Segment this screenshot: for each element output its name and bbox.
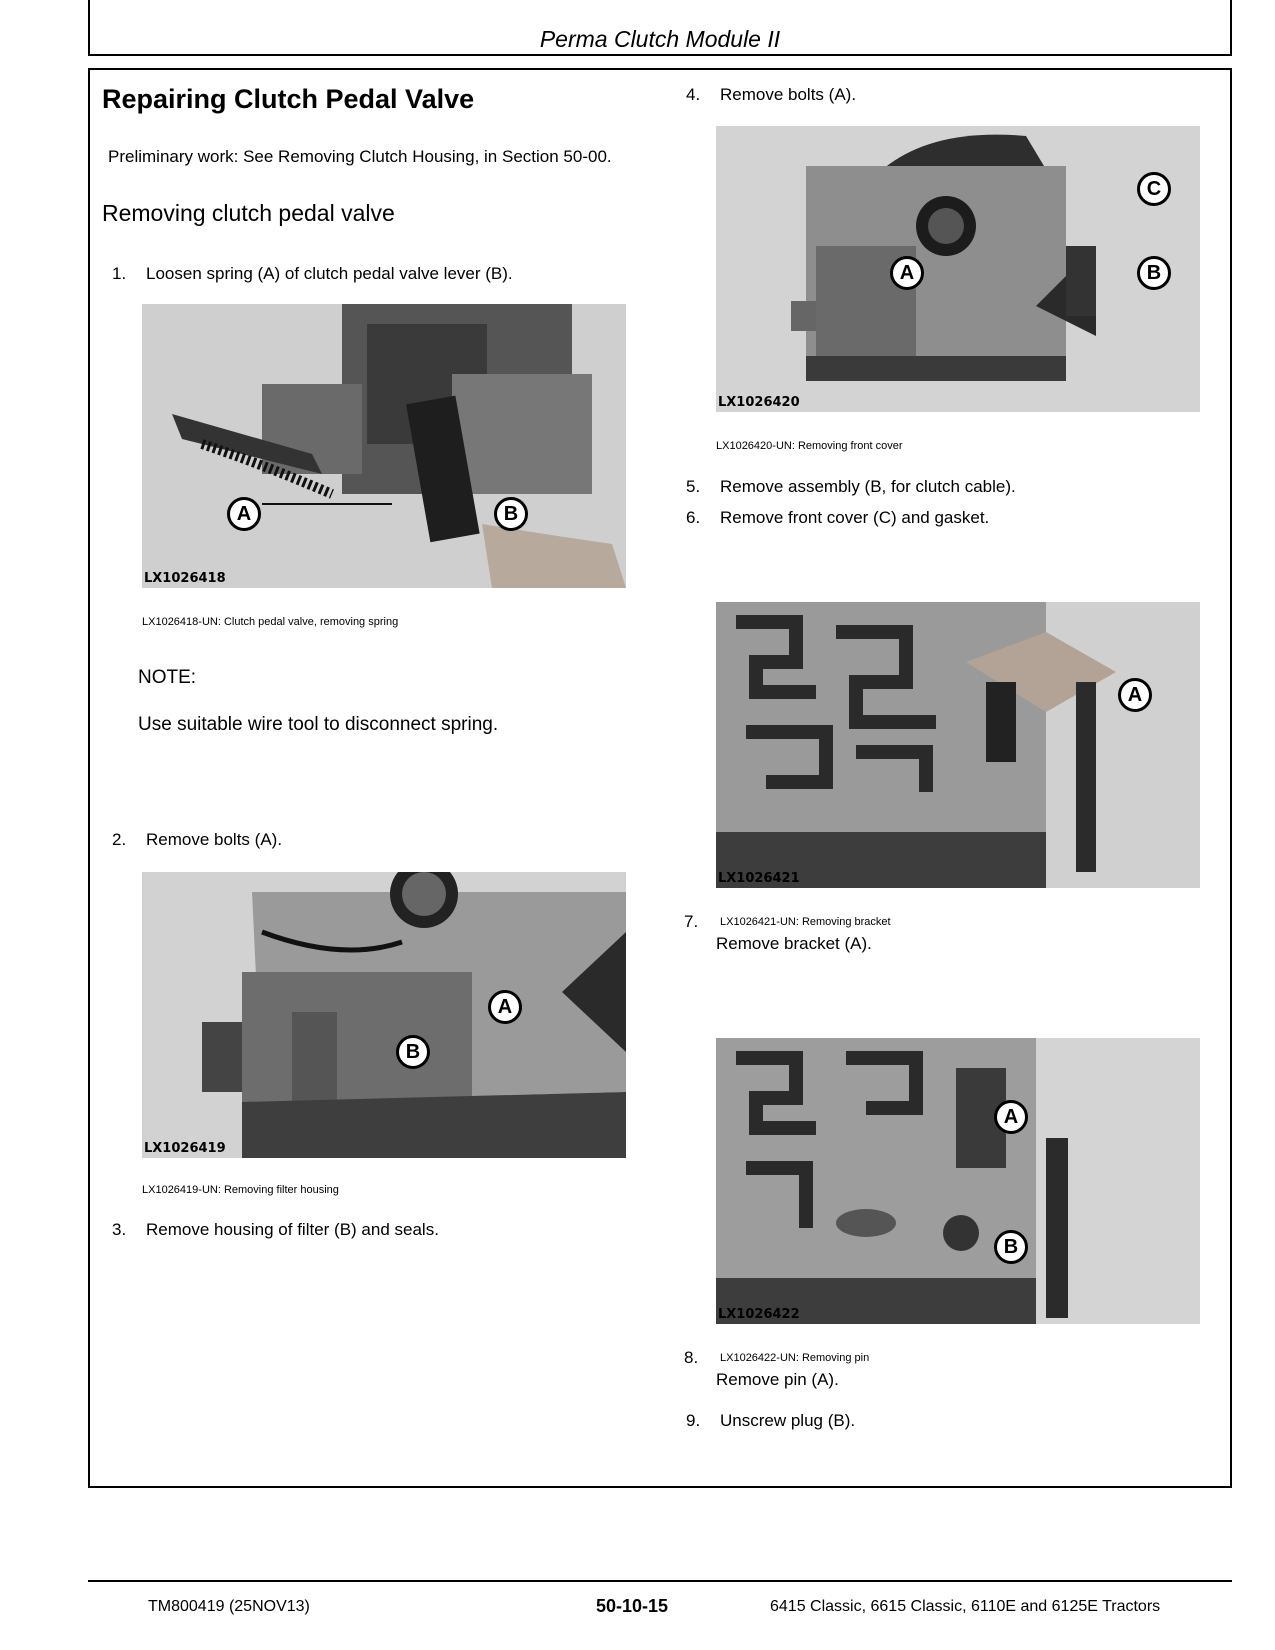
step-2-number: 2. <box>112 830 127 849</box>
figure-clutch-pedal-valve-photo <box>142 304 626 588</box>
step-9-text: Unscrew plug (B). <box>720 1411 856 1430</box>
step-5-number: 5. <box>686 477 701 496</box>
step-1-number: 1. <box>112 264 127 283</box>
figure-id-label: LX1026418 <box>144 571 226 586</box>
step-3-number: 3. <box>112 1220 127 1239</box>
figure-pin-photo <box>716 1038 1200 1324</box>
callout-a: A <box>227 497 261 531</box>
step-6-text: Remove front cover (C) and gasket. <box>720 508 990 527</box>
figure-caption: LX1026422-UN: Removing pin <box>720 1352 870 1364</box>
figure-front-cover-photo <box>716 126 1200 412</box>
footer-models: 6415 Classic, 6615 Classic, 6110E and 6125E Tractors <box>770 1598 1161 1615</box>
figure-caption: LX1026419-UN: Removing filter housing <box>142 1184 339 1196</box>
figure-id-label: LX1026420 <box>718 395 800 410</box>
callout-a: A <box>488 990 522 1024</box>
section-header-title: Perma Clutch Module II <box>539 26 781 52</box>
footer-rule <box>88 1580 1232 1582</box>
callout-a: A <box>994 1100 1028 1134</box>
figure-filter-housing-photo <box>142 872 626 1158</box>
callout-b: B <box>396 1035 430 1069</box>
step-7-text: Remove bracket (A). <box>716 934 872 953</box>
footer-document-id: TM800419 (25NOV13) <box>148 1598 310 1615</box>
page-heading: Repairing Clutch Pedal Valve <box>102 84 475 114</box>
step-1-text: Loosen spring (A) of clutch pedal valve lever (B). <box>146 264 513 283</box>
figure-bracket-photo <box>716 602 1200 888</box>
step-8-text: Remove pin (A). <box>716 1370 839 1389</box>
subheading: Removing clutch pedal valve <box>102 200 395 226</box>
figure-caption: LX1026421-UN: Removing bracket <box>720 916 891 928</box>
step-7-number: 7. <box>684 912 699 931</box>
figure-caption: LX1026418-UN: Clutch pedal valve, removing spring <box>142 616 399 628</box>
callout-b: B <box>994 1230 1028 1264</box>
figure-id-label: LX1026421 <box>718 871 800 886</box>
footer-page-number: 50-10-15 <box>596 1596 669 1616</box>
note-title: NOTE: <box>138 667 197 688</box>
step-3-text: Remove housing of filter (B) and seals. <box>146 1220 439 1239</box>
figure-id-label: LX1026422 <box>718 1307 800 1322</box>
step-9-number: 9. <box>686 1411 701 1430</box>
step-4-number: 4. <box>686 85 701 104</box>
callout-b: B <box>1137 256 1171 290</box>
figure-id-label: LX1026419 <box>144 1141 226 1156</box>
callout-b: B <box>494 497 528 531</box>
preliminary-work-text: Preliminary work: See Removing Clutch Housing, in Section 50-00. <box>108 147 612 166</box>
callout-c: C <box>1137 172 1171 206</box>
step-2-text: Remove bolts (A). <box>146 830 283 849</box>
callout-a: A <box>1118 678 1152 712</box>
figure-caption: LX1026420-UN: Removing front cover <box>716 440 903 452</box>
step-8-number: 8. <box>684 1348 699 1367</box>
callout-a: A <box>890 256 924 290</box>
step-5-text: Remove assembly (B, for clutch cable). <box>720 477 1016 496</box>
step-4-text: Remove bolts (A). <box>720 85 857 104</box>
note-text: Use suitable wire tool to disconnect spring. <box>138 714 499 735</box>
step-6-number: 6. <box>686 508 701 527</box>
